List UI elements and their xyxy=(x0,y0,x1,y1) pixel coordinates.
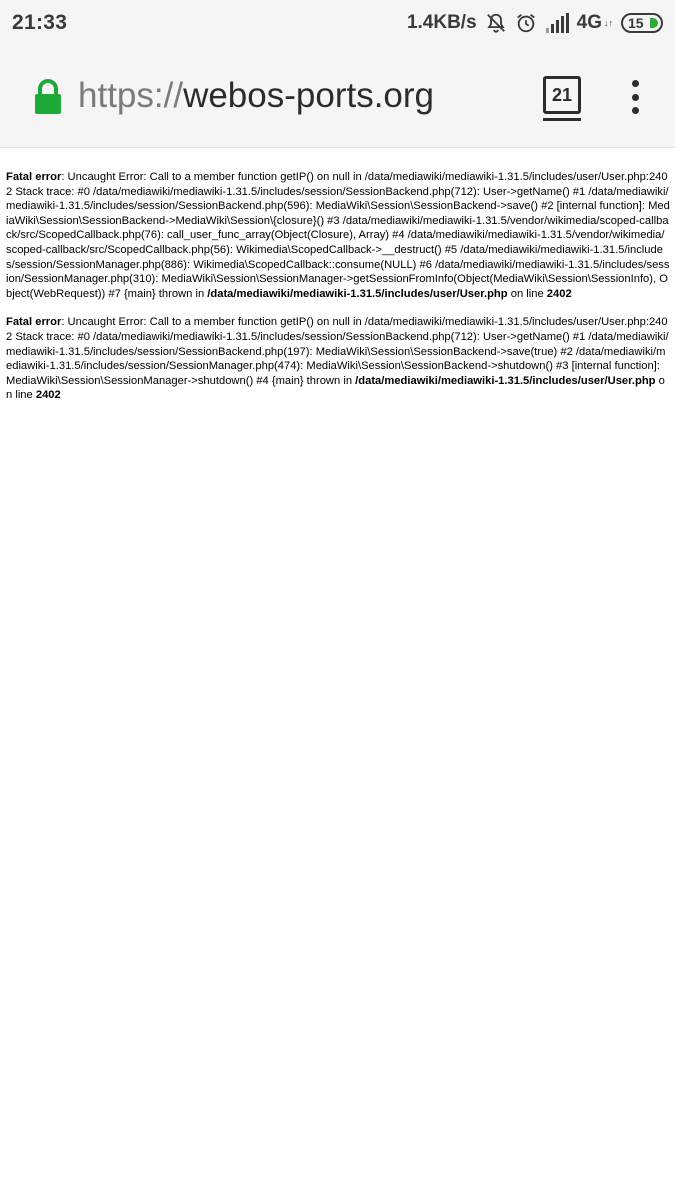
error-label: Fatal error xyxy=(6,316,62,329)
status-bar xyxy=(0,0,675,46)
mute-notifications-icon xyxy=(485,12,507,34)
error-line-number: 2402 xyxy=(35,389,61,402)
error-file: /data/mediawiki/mediawiki-1.31.5/includes/user/User.php xyxy=(207,287,508,300)
error-text: : Uncaught Error: Call to a member function getIP() on null in /data/mediawiki/mediawiki-1.31.5/includes/user/User.php:2402 Stack trace: #0 /data/mediawiki/mediawiki-1.31.5/includes/session/SessionBackend.php(712): User->getName() #1 /data/mediawiki/mediawiki-1.31.5/includes/session/SessionBackend.php(596): MediaWiki\Session\SessionBackend->save() #2 [internal function]: MediaWiki\Session\SessionBackend->MediaWiki\Session\{closure}() #3 /data/mediawiki/mediawiki-1.31.5/vendor/wikimedia/scoped-callback/src/ScopedCallback.php(76): call_user_func_array(Object(Closure), Array) #4 /data/mediawiki/mediawiki-1.31.5/vendor/wikimedia/scoped-callback/src/ScopedCallback.php(56): Wikimedia\ScopedCallback->__destruct() #5 /data/mediawiki/mediawiki-1.31.5/includes/session/SessionManager.php(886): Wikimedia\ScopedCallback::consume(NULL) #6 /data/mediawiki/mediawiki-1.31.5/includes/session/SessionManager.php(310): MediaWiki\Session\SessionManager->getSessionFromInfo(Object(MediaWiki\Session\SessionInfo), Object(WebRequest)) #7 {main} thrown in xyxy=(6,171,670,300)
alarm-icon xyxy=(515,12,537,34)
network-type: 4G xyxy=(576,12,602,33)
error-line-text: on line xyxy=(507,287,547,300)
error-label: Fatal error xyxy=(6,171,62,183)
menu-dot xyxy=(632,107,639,114)
network-activity-arrows: ↓↑ xyxy=(604,18,613,28)
error-file: /data/mediawiki/mediawiki-1.31.5/includes/user/User.php xyxy=(355,374,656,387)
battery-level: 15 xyxy=(628,15,644,31)
url-host: webos-ports.org xyxy=(183,76,435,115)
status-icons xyxy=(407,12,663,34)
url-scheme: https:// xyxy=(78,76,184,115)
tab-count: 21 xyxy=(551,84,573,105)
battery-icon xyxy=(621,13,663,33)
overflow-menu-icon[interactable] xyxy=(624,80,646,114)
status-time: 21:33 xyxy=(12,11,68,34)
menu-dot xyxy=(632,80,639,87)
tab-switcher-underline xyxy=(543,118,581,121)
error-line-number: 2402 xyxy=(546,287,572,300)
error-message xyxy=(6,315,670,403)
menu-dot xyxy=(632,94,639,101)
network-speed: 1.4KB/s xyxy=(406,12,477,33)
signal-icon xyxy=(545,13,569,33)
battery-charge-indicator xyxy=(650,18,658,28)
browser-url-bar xyxy=(0,46,675,148)
url-field[interactable] xyxy=(78,76,434,116)
error-message xyxy=(6,170,670,301)
lock-icon[interactable] xyxy=(33,79,63,120)
tab-switcher-button[interactable] xyxy=(543,76,581,114)
error-line-text: on line xyxy=(6,374,665,402)
error-text: : Uncaught Error: Call to a member function getIP() on null in /data/mediawiki/mediawiki-1.31.5/includes/user/User.php:2402 Stack trace: #0 /data/mediawiki/mediawiki-1.31.5/includes/session/SessionBackend.php(712): User->getName() #1 /data/mediawiki/mediawiki-1.31.5/includes/session/SessionBackend.php(197): MediaWiki\Session\SessionBackend->save(true) #2 /data/mediawiki/mediawiki-1.31.5/includes/session/SessionManager.php(474): MediaWiki\Session\SessionBackend->shutdown() #3 [internal function]: MediaWiki\Session\SessionManager->shutdown() #4 {main} thrown in xyxy=(6,316,669,387)
page-content xyxy=(6,170,670,417)
